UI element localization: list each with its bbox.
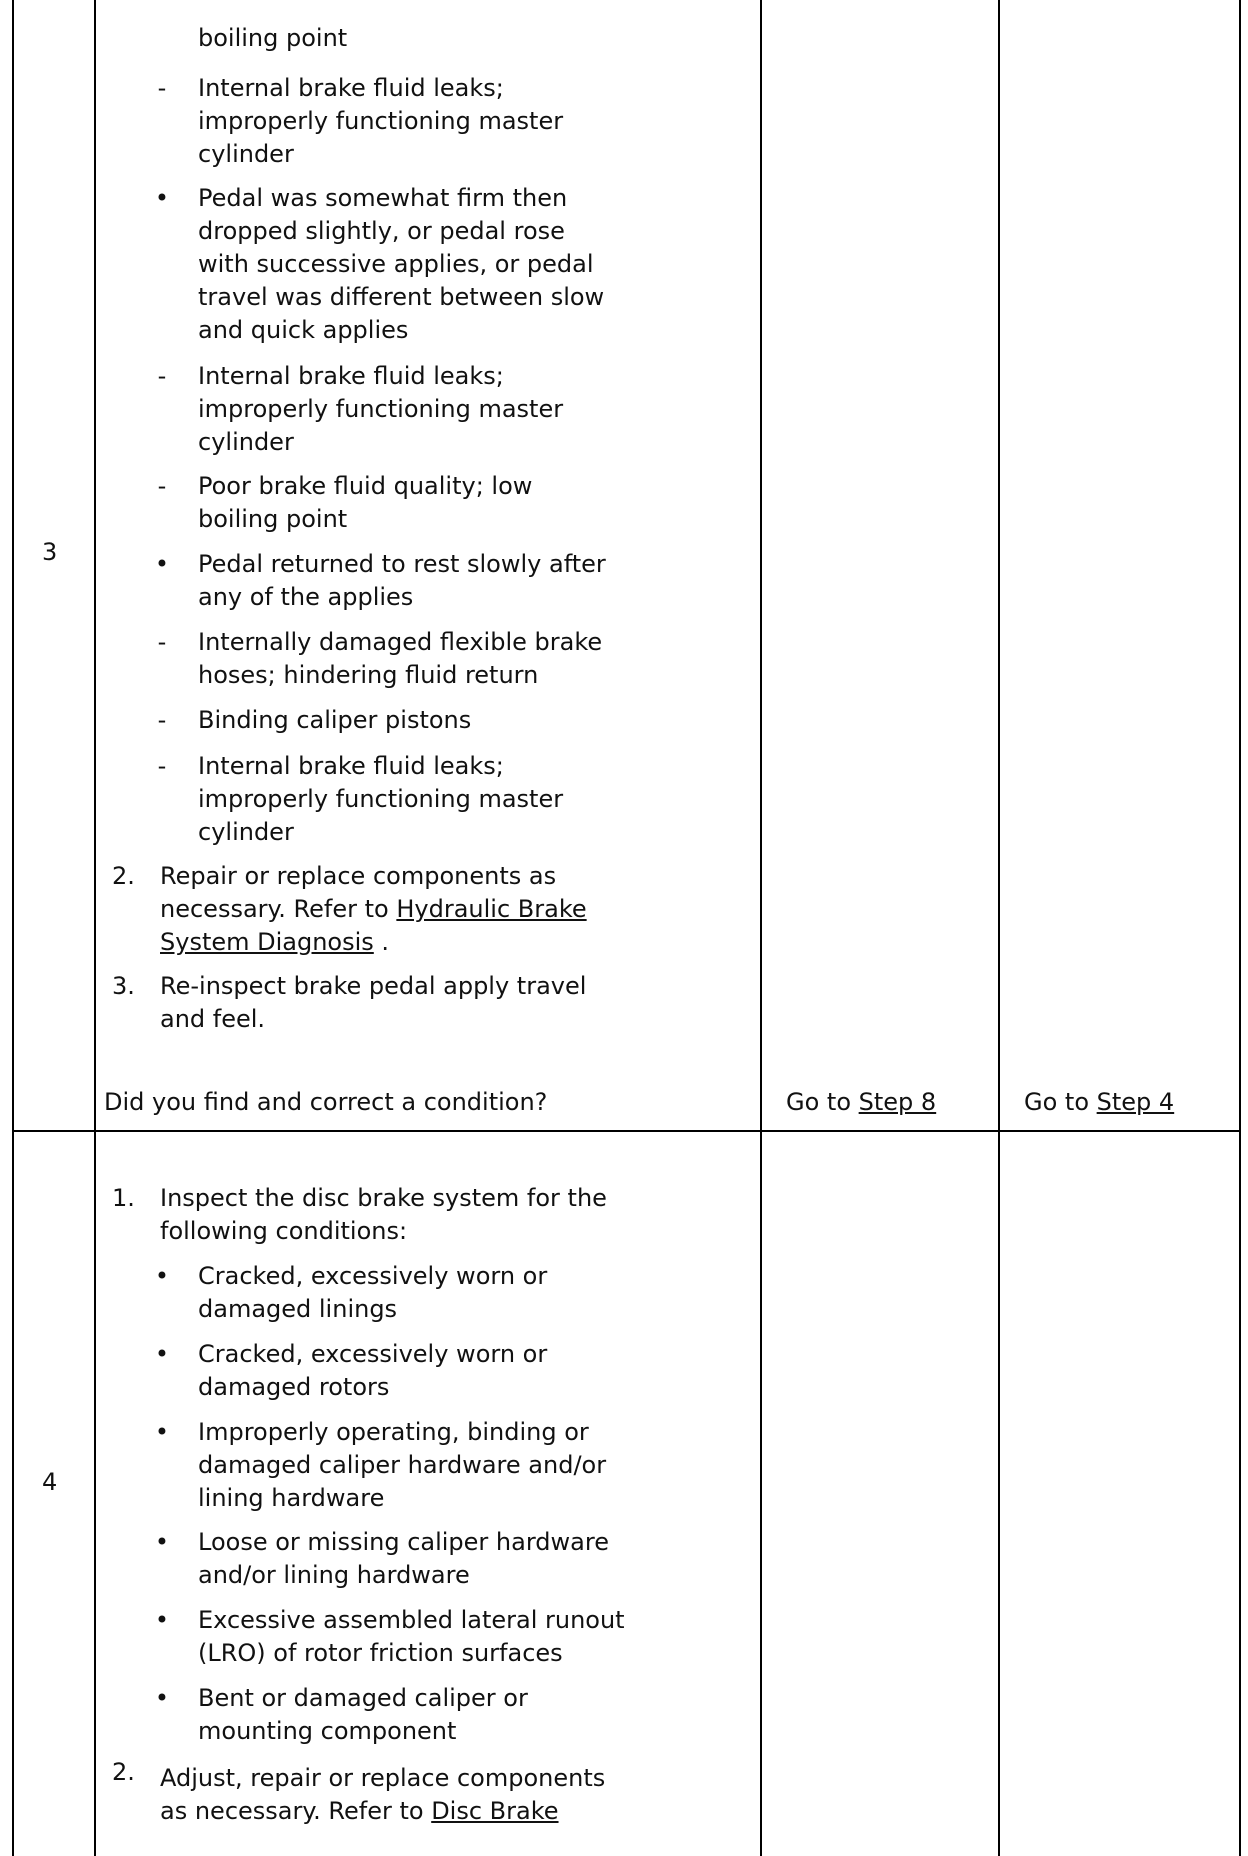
- go-to-step-4-link[interactable]: Step 4: [1096, 1088, 1175, 1116]
- list-item-text: Bent or damaged caliper or mounting component: [198, 1684, 528, 1745]
- numbered-item-text: Inspect the disc brake system for the following conditions:: [160, 1184, 607, 1245]
- bullet-marker: •: [154, 184, 170, 212]
- bullet-marker: •: [154, 1684, 170, 1712]
- item-number: 1.: [112, 1184, 135, 1212]
- no-cell: Go to Step 4: [1024, 1088, 1175, 1116]
- bullet-marker: •: [154, 1340, 170, 1368]
- dash-marker: -: [157, 706, 167, 734]
- list-item-text: boiling point: [198, 24, 348, 52]
- bullet-marker: •: [154, 1528, 170, 1556]
- numbered-item-text: Repair or replace components as necessary. Refer to Hydraulic Brake System Diagnosis .: [160, 862, 587, 956]
- hydraulic-brake-diagnosis-link[interactable]: Hydraulic Brake System Diagnosis: [160, 895, 587, 956]
- numbered-item-text: Re-inspect brake pedal apply travel and feel.: [160, 972, 587, 1033]
- step-column-divider: [94, 0, 96, 1856]
- numbered-item-text: Adjust, repair or replace components as necessary. Refer to Disc Brake: [160, 1764, 606, 1825]
- step-number: 3: [42, 538, 58, 566]
- go-to-step-8-link[interactable]: Step 8: [858, 1088, 937, 1116]
- bullet-marker: •: [154, 1262, 170, 1290]
- list-item-text: Internal brake fluid leaks; improperly functioning master cylinder: [198, 74, 564, 168]
- bullet-marker: •: [154, 550, 170, 578]
- yes-column-divider: [998, 0, 1000, 1856]
- bullet-marker: •: [154, 1606, 170, 1634]
- table-right-border: [1239, 0, 1241, 1856]
- list-item-text: Pedal returned to rest slowly after any of the applies: [198, 550, 606, 611]
- disc-brake-link[interactable]: Disc Brake: [431, 1797, 559, 1825]
- list-item-text: Pedal was somewhat firm then dropped slightly, or pedal rose with successive applies, or pedal travel was different between slow and quick applies: [198, 184, 605, 344]
- dash-marker: -: [157, 74, 167, 102]
- list-item-text: Cracked, excessively worn or damaged linings: [198, 1262, 548, 1323]
- item-number: 2.: [112, 1758, 135, 1786]
- dash-marker: -: [157, 752, 167, 780]
- table-left-border: [12, 0, 14, 1856]
- list-item-text: Internally damaged flexible brake hoses; hindering fluid return: [198, 628, 603, 689]
- row-divider: [12, 1130, 1241, 1132]
- yes-cell: Go to Step 8: [786, 1088, 937, 1116]
- list-item-text: Improperly operating, binding or damaged caliper hardware and/or lining hardware: [198, 1418, 607, 1512]
- dash-marker: -: [157, 628, 167, 656]
- list-item-text: Binding caliper pistons: [198, 706, 472, 734]
- list-item-text: Loose or missing caliper hardware and/or lining hardware: [198, 1528, 609, 1589]
- list-item-text: Poor brake fluid quality; low boiling point: [198, 472, 533, 533]
- action-column-divider: [760, 0, 762, 1856]
- item-number: 2.: [112, 862, 135, 890]
- bullet-marker: •: [154, 1418, 170, 1446]
- list-item-text: Cracked, excessively worn or damaged rotors: [198, 1340, 548, 1401]
- step-number: 4: [42, 1468, 58, 1496]
- dash-marker: -: [157, 472, 167, 500]
- item-number: 3.: [112, 972, 135, 1000]
- dash-marker: -: [157, 362, 167, 390]
- list-item-text: Internal brake fluid leaks; improperly functioning master cylinder: [198, 752, 564, 846]
- list-item-text: Excessive assembled lateral runout (LRO) of rotor friction surfaces: [198, 1606, 625, 1667]
- list-item-text: Internal brake fluid leaks; improperly functioning master cylinder: [198, 362, 564, 456]
